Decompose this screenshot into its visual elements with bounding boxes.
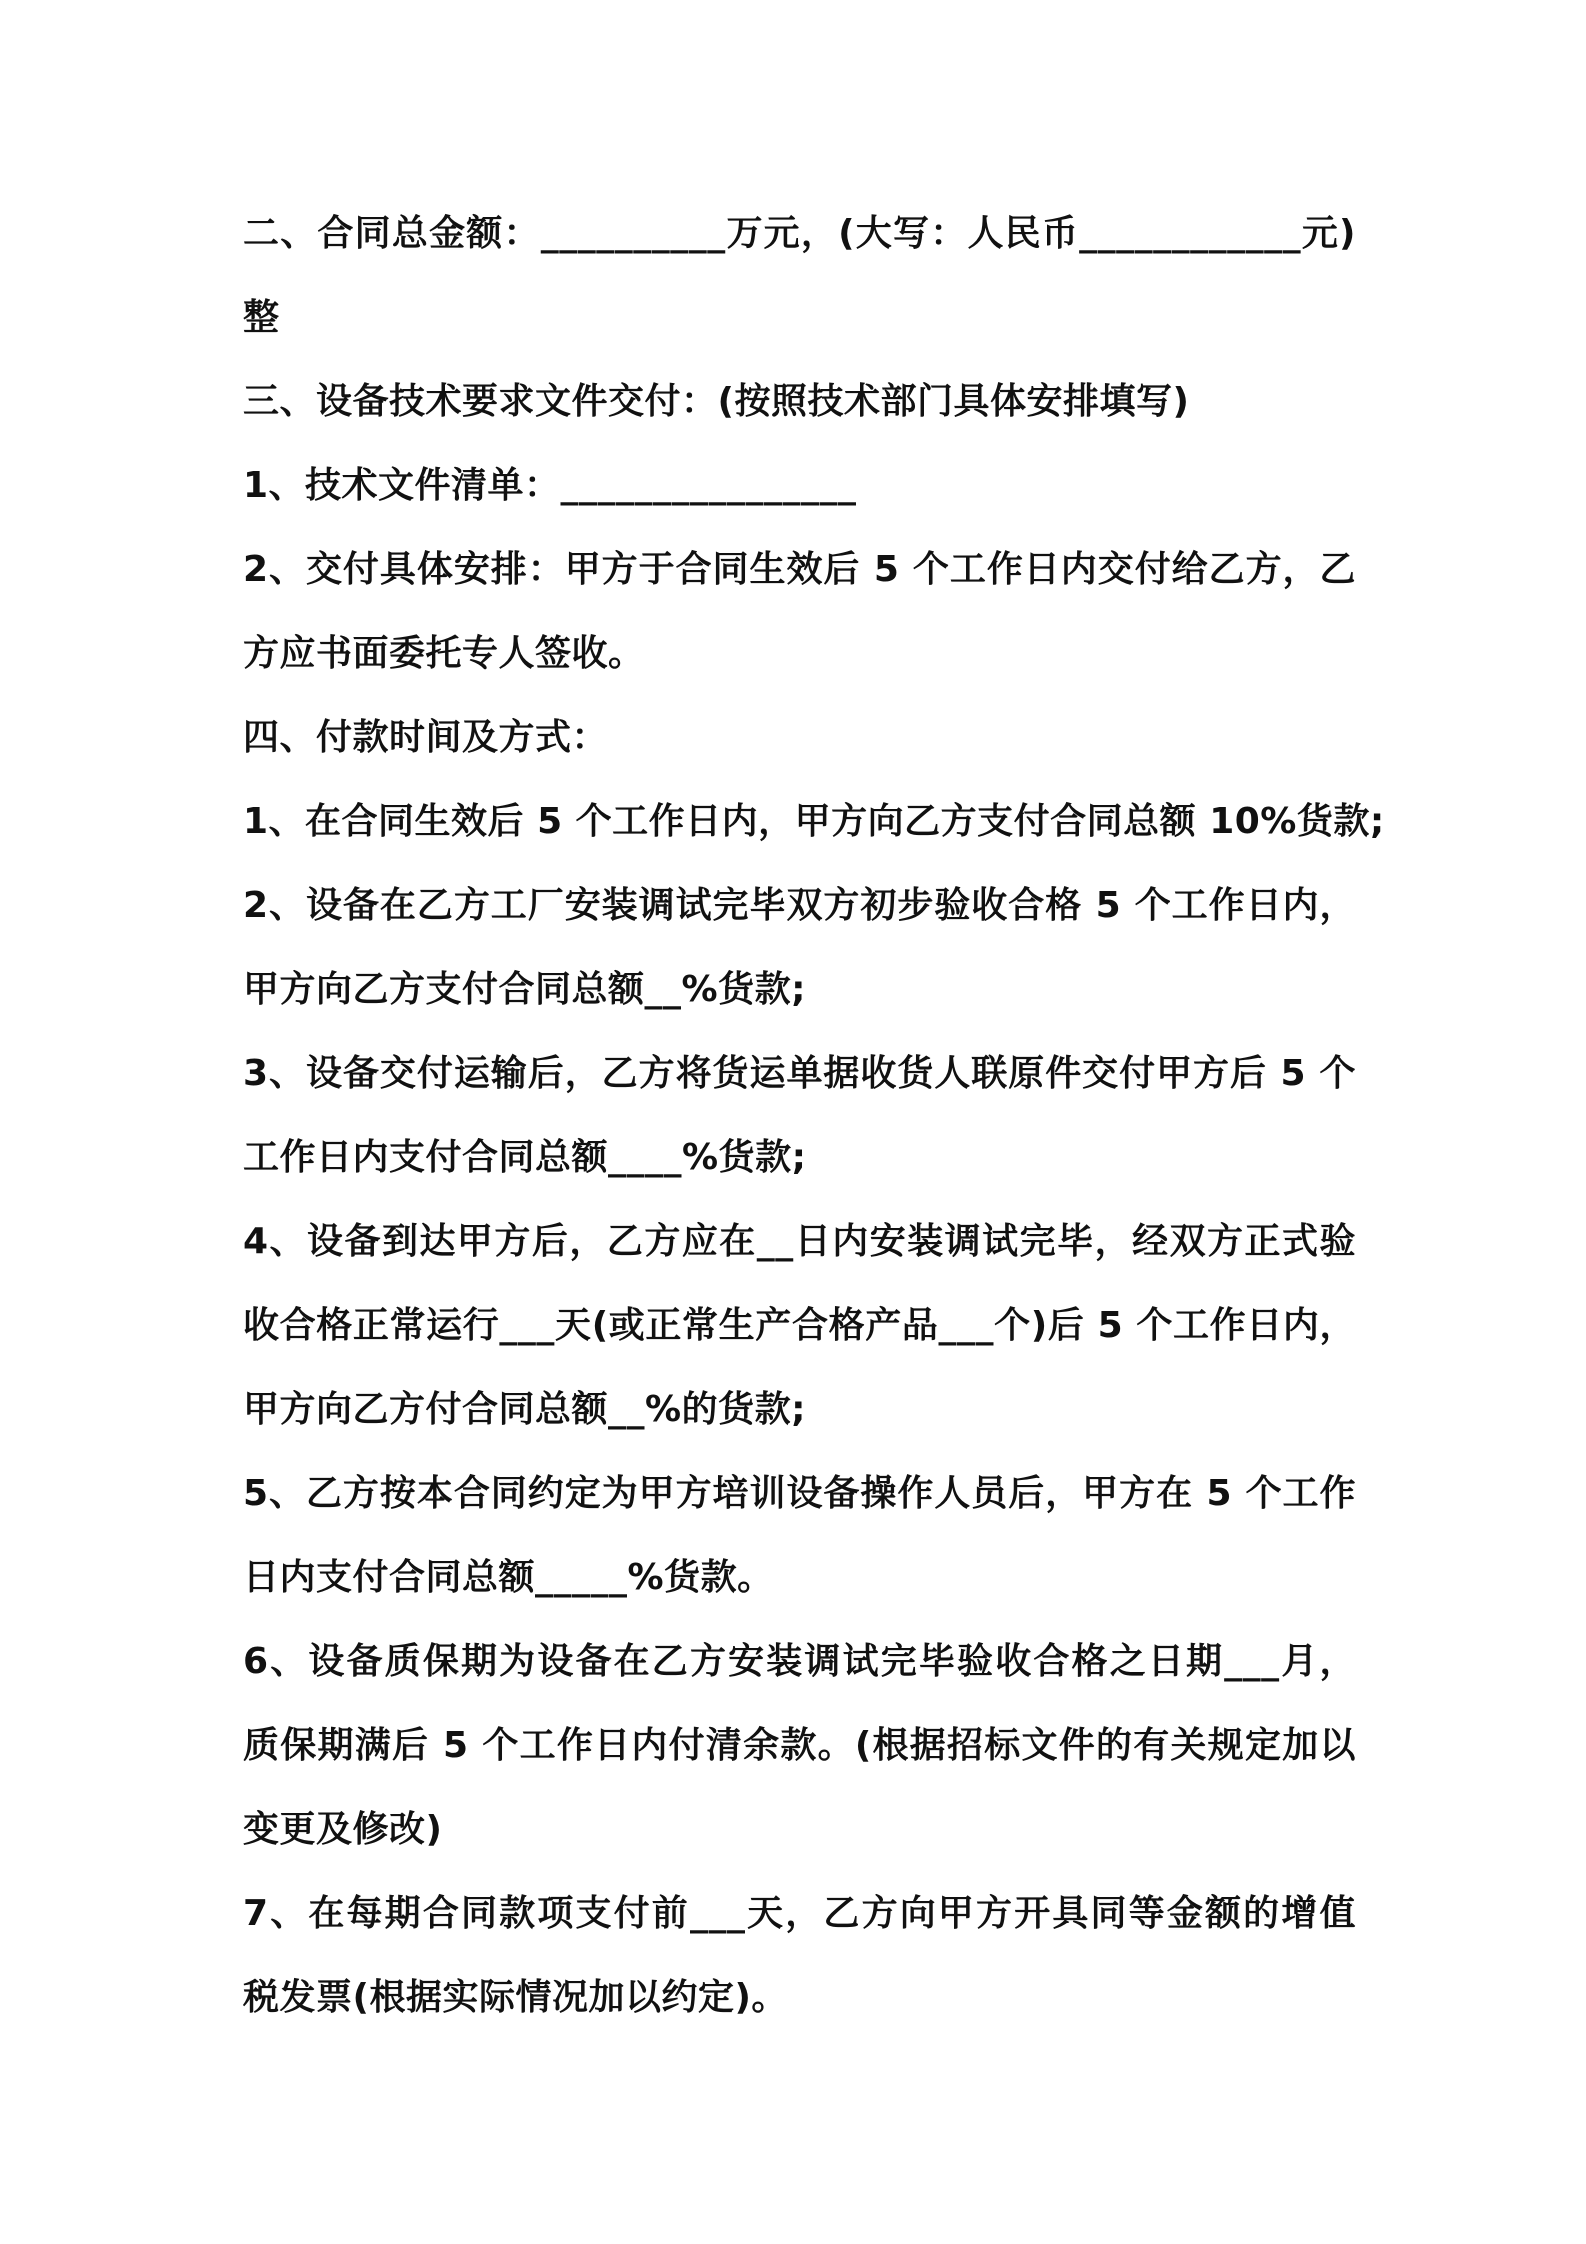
text-line: 日内支付合同总额_____%货款。 bbox=[243, 1557, 774, 1598]
text-line: 6、设备质保期为设备在乙方安装调试完毕验收合格之日期___月， bbox=[243, 1641, 1356, 1682]
section-heading: 四、付款时间及方式： bbox=[243, 717, 609, 758]
text-line: 整 bbox=[243, 297, 280, 338]
text-line: 方应书面委托专人签收。 bbox=[243, 633, 645, 674]
text-line: 工作日内支付合同总额____%货款; bbox=[243, 1137, 807, 1178]
section-heading: 三、设备技术要求文件交付：(按照技术部门具体安排填写) bbox=[243, 381, 1190, 422]
text-line: 二、合同总金额：__________万元，(大写：人民币____________元) bbox=[243, 213, 1356, 254]
text-line: 甲方向乙方付合同总额__%的货款; bbox=[243, 1389, 806, 1430]
text-line: 质保期满后 5 个工作日内付清余款。(根据招标文件的有关规定加以 bbox=[243, 1725, 1356, 1766]
text-line: 变更及修改) bbox=[243, 1809, 443, 1850]
text-line: 2、设备在乙方工厂安装调试完毕双方初步验收合格 5 个工作日内， bbox=[243, 885, 1356, 926]
text-line: 1、在合同生效后 5 个工作日内，甲方向乙方支付合同总额 10%货款; bbox=[243, 801, 1385, 842]
text-line: 甲方向乙方支付合同总额__%货款; bbox=[243, 969, 806, 1010]
text-line: 收合格正常运行___天(或正常生产合格产品___个)后 5 个工作日内， bbox=[243, 1305, 1356, 1346]
text-line: 4、设备到达甲方后，乙方应在__日内安装调试完毕，经双方正式验 bbox=[243, 1221, 1356, 1262]
text-line: 7、在每期合同款项支付前___天，乙方向甲方开具同等金额的增值 bbox=[243, 1893, 1356, 1934]
text-line: 2、交付具体安排：甲方于合同生效后 5 个工作日内交付给乙方，乙 bbox=[243, 549, 1356, 590]
text-line: 3、设备交付运输后，乙方将货运单据收货人联原件交付甲方后 5 个 bbox=[243, 1053, 1356, 1094]
document-body bbox=[243, 192, 1385, 2040]
text-line: 税发票(根据实际情况加以约定)。 bbox=[243, 1977, 788, 2018]
text-line: 1、技术文件清单：________________ bbox=[243, 465, 857, 506]
text-line: 5、乙方按本合同约定为甲方培训设备操作人员后，甲方在 5 个工作 bbox=[243, 1473, 1356, 1514]
